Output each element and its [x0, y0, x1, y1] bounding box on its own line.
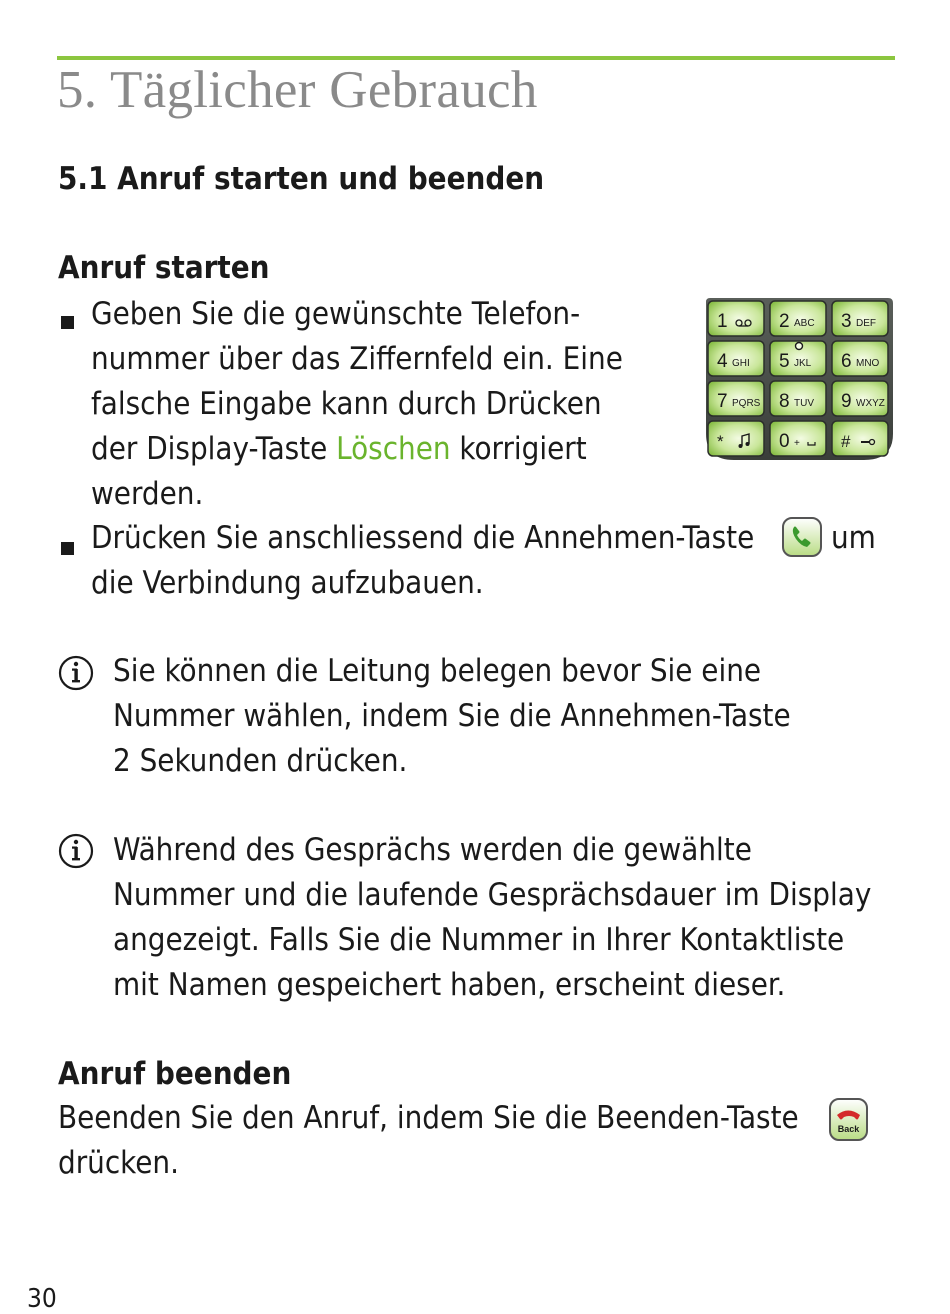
key-letters: JKL [794, 358, 812, 369]
key-digit: 2 [779, 311, 790, 332]
keypad-key [770, 301, 826, 336]
key-letters: TUV [794, 398, 814, 409]
key-digit: 1 [717, 311, 728, 332]
bullet-marker [61, 542, 74, 555]
end-heading: Anruf beenden [58, 1056, 292, 1092]
bullet2-line-1: Drücken Sie anschliessend die Annehmen-Taste [91, 520, 755, 556]
info1-line: 2 Sekunden drücken. [113, 743, 408, 779]
key-5-marker [796, 343, 803, 350]
keypad-key [832, 421, 888, 456]
key-letters: WXYZ [856, 398, 885, 409]
key-letters: PQRS [732, 398, 761, 409]
keypad-key [708, 341, 764, 376]
key-letters: MNO [856, 358, 880, 369]
key-digit: 6 [841, 351, 852, 372]
info2-line: Nummer und die laufende Gesprächsdauer im Display [113, 877, 872, 913]
info2-line: angezeigt. Falls Sie die Nummer in Ihrer Kontaktliste [113, 922, 845, 958]
start-heading: Anruf starten [58, 250, 270, 286]
keypad-key [708, 381, 764, 416]
keypad-key [770, 421, 826, 456]
end-line: Beenden Sie den Anruf, indem Sie die Beenden-Taste [58, 1100, 799, 1136]
keypad-key [770, 381, 826, 416]
key-letters: GHI [732, 358, 750, 369]
call-end-icon [828, 1097, 870, 1147]
key-digit: 0 [779, 431, 790, 452]
keypad-key [708, 421, 764, 456]
keypad-key [832, 301, 888, 336]
call-accept-icon [781, 516, 823, 562]
bullet1-line: falsche Eingabe kann durch Drücken [91, 386, 602, 422]
bullet1-line: Geben Sie die gewünschte Telefon- [91, 296, 581, 332]
info2-line: mit Namen gespeichert haben, erscheint dieser. [113, 967, 786, 1003]
key-digit: 9 [841, 391, 852, 412]
bullet1-line-4 [91, 431, 587, 467]
key-digit: * [717, 432, 724, 451]
info-icon [57, 654, 95, 696]
keypad-key [708, 301, 764, 336]
page-number: 30 [27, 1284, 57, 1314]
keypad-illustration [702, 296, 896, 466]
bullet2-line-1-end: um [831, 520, 876, 556]
info1-line: Nummer wählen, indem Sie die Annehmen-Taste [113, 698, 791, 734]
back-label: Back [837, 1124, 860, 1134]
keypad-key [832, 341, 888, 376]
key-digit: 7 [717, 391, 728, 412]
bullet1-line: nummer über das Ziffernfeld ein. Eine [91, 341, 623, 377]
bullet1-text: der Display-Taste [91, 431, 337, 467]
end-line: drücken. [58, 1145, 179, 1181]
key-letters: DEF [856, 318, 876, 329]
key-digit: # [841, 432, 851, 451]
key-letters: + [794, 438, 800, 449]
chapter-title: 5. Täglicher Gebrauch [57, 61, 538, 119]
info-icon [57, 832, 95, 874]
bullet-marker [61, 316, 74, 329]
bullet1-line: werden. [91, 476, 204, 512]
bullet1-text: korrigiert [450, 431, 587, 467]
key-digit: 3 [841, 311, 852, 332]
key-digit: 4 [717, 351, 728, 372]
key-letters: ABC [794, 318, 815, 329]
info2-line: Während des Gesprächs werden die gewählte [113, 832, 752, 868]
section-title: 5.1 Anruf starten und beenden [58, 161, 545, 197]
key-digit: 5 [779, 351, 790, 372]
info1-line: Sie können die Leitung belegen bevor Sie eine [113, 653, 762, 689]
keypad-key [832, 381, 888, 416]
key-digit: 8 [779, 391, 790, 412]
bullet2-line: die Verbindung aufzubauen. [91, 565, 484, 601]
loeschen-label: Löschen [336, 431, 451, 467]
